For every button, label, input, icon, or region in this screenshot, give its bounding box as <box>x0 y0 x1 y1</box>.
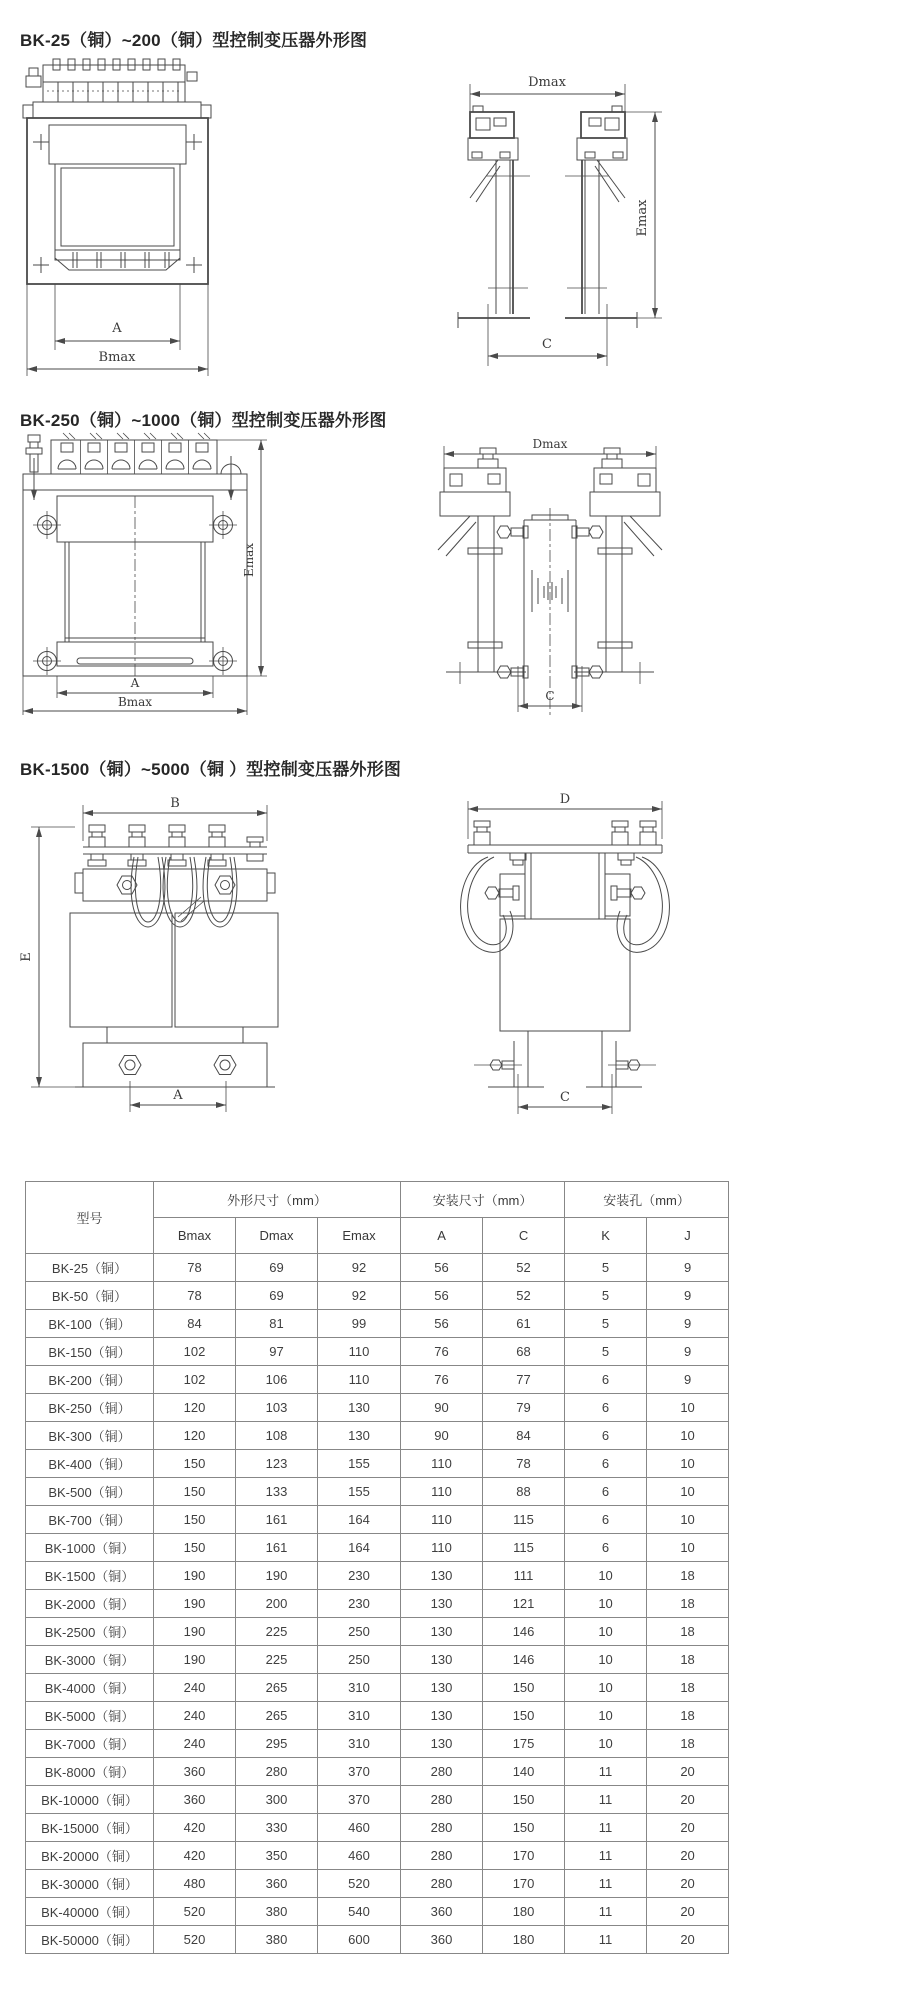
value-cell: 170 <box>483 1870 565 1898</box>
value-cell: 180 <box>483 1926 565 1954</box>
value-cell: 20 <box>647 1842 729 1870</box>
value-cell: 460 <box>318 1814 401 1842</box>
value-cell: 10 <box>565 1646 647 1674</box>
value-cell: 115 <box>483 1534 565 1562</box>
value-cell: 150 <box>483 1702 565 1730</box>
value-cell: 5 <box>565 1282 647 1310</box>
value-cell: 20 <box>647 1786 729 1814</box>
value-cell: 18 <box>647 1730 729 1758</box>
value-cell: 11 <box>565 1870 647 1898</box>
side-view-drawing-bk250-1000 <box>430 420 670 720</box>
table-row <box>26 1842 729 1870</box>
table-row <box>26 1282 729 1310</box>
model-cell: BK-25（铜） <box>26 1254 154 1282</box>
value-cell: 150 <box>483 1786 565 1814</box>
value-cell: 111 <box>483 1562 565 1590</box>
section-1-title: BK-25（铜）~200（铜）型控制变压器外形图 <box>20 31 368 50</box>
value-cell: 81 <box>236 1310 318 1338</box>
model-cell: BK-5000（铜） <box>26 1702 154 1730</box>
value-cell: 6 <box>565 1450 647 1478</box>
value-cell: 360 <box>236 1870 318 1898</box>
value-cell: 18 <box>647 1702 729 1730</box>
table-row <box>26 1702 729 1730</box>
value-cell: 18 <box>647 1646 729 1674</box>
sub-header-dmax: Dmax <box>236 1218 318 1254</box>
dim-bmax-label: Bmax <box>98 350 136 365</box>
value-cell: 78 <box>154 1254 236 1282</box>
dim-c-label: C <box>560 1090 570 1105</box>
value-cell: 69 <box>236 1282 318 1310</box>
value-cell: 121 <box>483 1590 565 1618</box>
value-cell: 97 <box>236 1338 318 1366</box>
value-cell: 110 <box>401 1450 483 1478</box>
value-cell: 240 <box>154 1674 236 1702</box>
value-cell: 370 <box>318 1786 401 1814</box>
value-cell: 6 <box>565 1366 647 1394</box>
model-cell: BK-2500（铜） <box>26 1618 154 1646</box>
sub-header-c: C <box>483 1218 565 1254</box>
value-cell: 280 <box>401 1842 483 1870</box>
dim-a-label: A <box>130 676 140 690</box>
sub-header-a: A <box>401 1218 483 1254</box>
model-cell: BK-3000（铜） <box>26 1646 154 1674</box>
value-cell: 280 <box>401 1786 483 1814</box>
value-cell: 420 <box>154 1842 236 1870</box>
value-cell: 52 <box>483 1282 565 1310</box>
model-cell: BK-100（铜） <box>26 1310 154 1338</box>
spec-table-body <box>26 1254 729 1954</box>
value-cell: 9 <box>647 1310 729 1338</box>
model-cell: BK-10000（铜） <box>26 1786 154 1814</box>
value-cell: 360 <box>401 1926 483 1954</box>
value-cell: 56 <box>401 1282 483 1310</box>
section-3-title: BK-1500（铜）~5000（铜 ）型控制变压器外形图 <box>20 760 402 779</box>
value-cell: 11 <box>565 1814 647 1842</box>
model-cell: BK-20000（铜） <box>26 1842 154 1870</box>
dim-emax-label: Emax <box>635 199 650 237</box>
value-cell: 130 <box>401 1646 483 1674</box>
value-cell: 150 <box>154 1450 236 1478</box>
value-cell: 68 <box>483 1338 565 1366</box>
value-cell: 150 <box>483 1814 565 1842</box>
value-cell: 10 <box>647 1478 729 1506</box>
table-row <box>26 1758 729 1786</box>
value-cell: 130 <box>401 1618 483 1646</box>
value-cell: 123 <box>236 1450 318 1478</box>
value-cell: 200 <box>236 1590 318 1618</box>
value-cell: 78 <box>483 1450 565 1478</box>
model-cell: BK-15000（铜） <box>26 1814 154 1842</box>
value-cell: 170 <box>483 1842 565 1870</box>
dim-b-label: B <box>170 796 180 811</box>
value-cell: 146 <box>483 1618 565 1646</box>
value-cell: 520 <box>154 1898 236 1926</box>
mount-dims-header: 安装尺寸（mm） <box>401 1182 565 1218</box>
value-cell: 130 <box>401 1590 483 1618</box>
value-cell: 108 <box>236 1422 318 1450</box>
value-cell: 69 <box>236 1254 318 1282</box>
value-cell: 133 <box>236 1478 318 1506</box>
value-cell: 310 <box>318 1730 401 1758</box>
value-cell: 146 <box>483 1646 565 1674</box>
table-row <box>26 1898 729 1926</box>
table-row <box>26 1366 729 1394</box>
value-cell: 161 <box>236 1534 318 1562</box>
value-cell: 92 <box>318 1254 401 1282</box>
value-cell: 56 <box>401 1310 483 1338</box>
value-cell: 380 <box>236 1898 318 1926</box>
value-cell: 9 <box>647 1282 729 1310</box>
front-view-drawing-bk25-200 <box>15 58 240 380</box>
dim-bmax-label: Bmax <box>117 695 153 709</box>
table-row <box>26 1254 729 1282</box>
value-cell: 11 <box>565 1786 647 1814</box>
dim-emax-label: Emax <box>242 542 256 578</box>
value-cell: 18 <box>647 1618 729 1646</box>
value-cell: 380 <box>236 1926 318 1954</box>
value-cell: 5 <box>565 1254 647 1282</box>
value-cell: 155 <box>318 1450 401 1478</box>
model-cell: BK-1500（铜） <box>26 1562 154 1590</box>
value-cell: 10 <box>565 1562 647 1590</box>
model-cell: BK-50（铜） <box>26 1282 154 1310</box>
value-cell: 300 <box>236 1786 318 1814</box>
value-cell: 360 <box>401 1898 483 1926</box>
value-cell: 190 <box>154 1618 236 1646</box>
value-cell: 9 <box>647 1254 729 1282</box>
table-row <box>26 1618 729 1646</box>
value-cell: 130 <box>401 1730 483 1758</box>
value-cell: 130 <box>401 1702 483 1730</box>
value-cell: 230 <box>318 1590 401 1618</box>
table-group-header-row <box>26 1182 729 1218</box>
value-cell: 130 <box>401 1562 483 1590</box>
value-cell: 103 <box>236 1394 318 1422</box>
value-cell: 480 <box>154 1870 236 1898</box>
model-header: 型号 <box>26 1182 154 1254</box>
dim-dmax-label: Dmax <box>528 75 566 90</box>
value-cell: 330 <box>236 1814 318 1842</box>
outline-dims-header: 外形尺寸（mm） <box>154 1182 401 1218</box>
model-cell: BK-1000（铜） <box>26 1534 154 1562</box>
value-cell: 6 <box>565 1534 647 1562</box>
value-cell: 265 <box>236 1702 318 1730</box>
value-cell: 130 <box>318 1422 401 1450</box>
value-cell: 102 <box>154 1338 236 1366</box>
value-cell: 11 <box>565 1898 647 1926</box>
value-cell: 110 <box>318 1366 401 1394</box>
value-cell: 11 <box>565 1842 647 1870</box>
value-cell: 52 <box>483 1254 565 1282</box>
value-cell: 370 <box>318 1758 401 1786</box>
dim-d-label: D <box>559 792 571 807</box>
front-view-drawing-bk1500-5000 <box>15 781 290 1114</box>
sub-header-j: J <box>647 1218 729 1254</box>
value-cell: 130 <box>401 1674 483 1702</box>
value-cell: 20 <box>647 1870 729 1898</box>
model-cell: BK-40000（铜） <box>26 1898 154 1926</box>
value-cell: 230 <box>318 1562 401 1590</box>
dim-a-label: A <box>173 1088 183 1103</box>
value-cell: 225 <box>236 1646 318 1674</box>
value-cell: 360 <box>154 1786 236 1814</box>
table-row <box>26 1506 729 1534</box>
value-cell: 140 <box>483 1758 565 1786</box>
value-cell: 9 <box>647 1366 729 1394</box>
table-row <box>26 1478 729 1506</box>
model-cell: BK-4000（铜） <box>26 1674 154 1702</box>
value-cell: 10 <box>647 1450 729 1478</box>
value-cell: 280 <box>401 1758 483 1786</box>
value-cell: 18 <box>647 1562 729 1590</box>
model-cell: BK-250（铜） <box>26 1394 154 1422</box>
value-cell: 18 <box>647 1590 729 1618</box>
value-cell: 78 <box>154 1282 236 1310</box>
value-cell: 155 <box>318 1478 401 1506</box>
dim-a-label: A <box>112 321 122 336</box>
value-cell: 520 <box>318 1870 401 1898</box>
value-cell: 250 <box>318 1646 401 1674</box>
value-cell: 310 <box>318 1674 401 1702</box>
value-cell: 520 <box>154 1926 236 1954</box>
value-cell: 18 <box>647 1674 729 1702</box>
value-cell: 150 <box>154 1534 236 1562</box>
value-cell: 10 <box>565 1730 647 1758</box>
value-cell: 20 <box>647 1898 729 1926</box>
sub-header-k: K <box>565 1218 647 1254</box>
value-cell: 6 <box>565 1394 647 1422</box>
model-cell: BK-500（铜） <box>26 1478 154 1506</box>
value-cell: 5 <box>565 1310 647 1338</box>
table-row <box>26 1394 729 1422</box>
value-cell: 150 <box>154 1478 236 1506</box>
model-cell: BK-30000（铜） <box>26 1870 154 1898</box>
value-cell: 280 <box>401 1870 483 1898</box>
value-cell: 190 <box>154 1646 236 1674</box>
value-cell: 115 <box>483 1506 565 1534</box>
value-cell: 600 <box>318 1926 401 1954</box>
spec-table <box>25 1181 729 1954</box>
value-cell: 350 <box>236 1842 318 1870</box>
model-cell: BK-300（铜） <box>26 1422 154 1450</box>
dim-dmax-label: Dmax <box>532 437 568 451</box>
value-cell: 84 <box>154 1310 236 1338</box>
value-cell: 161 <box>236 1506 318 1534</box>
table-row <box>26 1926 729 1954</box>
value-cell: 225 <box>236 1618 318 1646</box>
value-cell: 150 <box>154 1506 236 1534</box>
dim-c-label: C <box>542 337 552 352</box>
table-row <box>26 1534 729 1562</box>
value-cell: 150 <box>483 1674 565 1702</box>
value-cell: 190 <box>154 1590 236 1618</box>
value-cell: 61 <box>483 1310 565 1338</box>
value-cell: 9 <box>647 1338 729 1366</box>
value-cell: 310 <box>318 1702 401 1730</box>
model-cell: BK-400（铜） <box>26 1450 154 1478</box>
value-cell: 190 <box>154 1562 236 1590</box>
value-cell: 120 <box>154 1422 236 1450</box>
value-cell: 110 <box>401 1478 483 1506</box>
value-cell: 190 <box>236 1562 318 1590</box>
value-cell: 110 <box>401 1506 483 1534</box>
table-row <box>26 1730 729 1758</box>
value-cell: 10 <box>565 1674 647 1702</box>
sub-header-emax: Emax <box>318 1218 401 1254</box>
value-cell: 20 <box>647 1758 729 1786</box>
value-cell: 280 <box>236 1758 318 1786</box>
value-cell: 540 <box>318 1898 401 1926</box>
model-cell: BK-150（铜） <box>26 1338 154 1366</box>
value-cell: 77 <box>483 1366 565 1394</box>
value-cell: 120 <box>154 1394 236 1422</box>
value-cell: 280 <box>401 1814 483 1842</box>
value-cell: 99 <box>318 1310 401 1338</box>
table-row <box>26 1422 729 1450</box>
value-cell: 180 <box>483 1898 565 1926</box>
value-cell: 10 <box>565 1702 647 1730</box>
value-cell: 20 <box>647 1814 729 1842</box>
table-row <box>26 1562 729 1590</box>
table-row <box>26 1674 729 1702</box>
model-cell: BK-200（铜） <box>26 1366 154 1394</box>
value-cell: 420 <box>154 1814 236 1842</box>
dim-e-label: E <box>19 952 34 962</box>
value-cell: 6 <box>565 1478 647 1506</box>
table-row <box>26 1646 729 1674</box>
value-cell: 88 <box>483 1478 565 1506</box>
value-cell: 84 <box>483 1422 565 1450</box>
value-cell: 20 <box>647 1926 729 1954</box>
value-cell: 56 <box>401 1254 483 1282</box>
value-cell: 76 <box>401 1366 483 1394</box>
mount-holes-header: 安装孔（mm） <box>565 1182 729 1218</box>
value-cell: 92 <box>318 1282 401 1310</box>
value-cell: 10 <box>647 1394 729 1422</box>
value-cell: 6 <box>565 1506 647 1534</box>
model-cell: BK-8000（铜） <box>26 1758 154 1786</box>
table-row <box>26 1450 729 1478</box>
value-cell: 175 <box>483 1730 565 1758</box>
value-cell: 295 <box>236 1730 318 1758</box>
value-cell: 240 <box>154 1702 236 1730</box>
value-cell: 11 <box>565 1758 647 1786</box>
model-cell: BK-7000（铜） <box>26 1730 154 1758</box>
side-view-drawing-bk25-200 <box>440 56 670 378</box>
value-cell: 360 <box>154 1758 236 1786</box>
value-cell: 130 <box>318 1394 401 1422</box>
value-cell: 76 <box>401 1338 483 1366</box>
section-2-title: BK-250（铜）~1000（铜）型控制变压器外形图 <box>20 411 387 430</box>
table-row <box>26 1814 729 1842</box>
value-cell: 10 <box>647 1534 729 1562</box>
value-cell: 5 <box>565 1338 647 1366</box>
model-cell: BK-2000（铜） <box>26 1590 154 1618</box>
front-view-drawing-bk250-1000 <box>15 432 280 717</box>
table-row <box>26 1590 729 1618</box>
table-row <box>26 1338 729 1366</box>
value-cell: 79 <box>483 1394 565 1422</box>
value-cell: 164 <box>318 1506 401 1534</box>
table-row <box>26 1786 729 1814</box>
value-cell: 110 <box>401 1534 483 1562</box>
value-cell: 6 <box>565 1422 647 1450</box>
value-cell: 240 <box>154 1730 236 1758</box>
value-cell: 164 <box>318 1534 401 1562</box>
value-cell: 110 <box>318 1338 401 1366</box>
value-cell: 102 <box>154 1366 236 1394</box>
value-cell: 10 <box>647 1506 729 1534</box>
value-cell: 10 <box>565 1618 647 1646</box>
value-cell: 10 <box>647 1422 729 1450</box>
model-cell: BK-50000（铜） <box>26 1926 154 1954</box>
value-cell: 250 <box>318 1618 401 1646</box>
dim-c-label: C <box>545 689 555 703</box>
table-row <box>26 1870 729 1898</box>
value-cell: 10 <box>565 1590 647 1618</box>
value-cell: 11 <box>565 1926 647 1954</box>
value-cell: 106 <box>236 1366 318 1394</box>
side-view-drawing-bk1500-5000 <box>430 779 695 1114</box>
model-cell: BK-700（铜） <box>26 1506 154 1534</box>
value-cell: 265 <box>236 1674 318 1702</box>
value-cell: 90 <box>401 1394 483 1422</box>
value-cell: 460 <box>318 1842 401 1870</box>
table-row <box>26 1310 729 1338</box>
value-cell: 90 <box>401 1422 483 1450</box>
sub-header-bmax: Bmax <box>154 1218 236 1254</box>
